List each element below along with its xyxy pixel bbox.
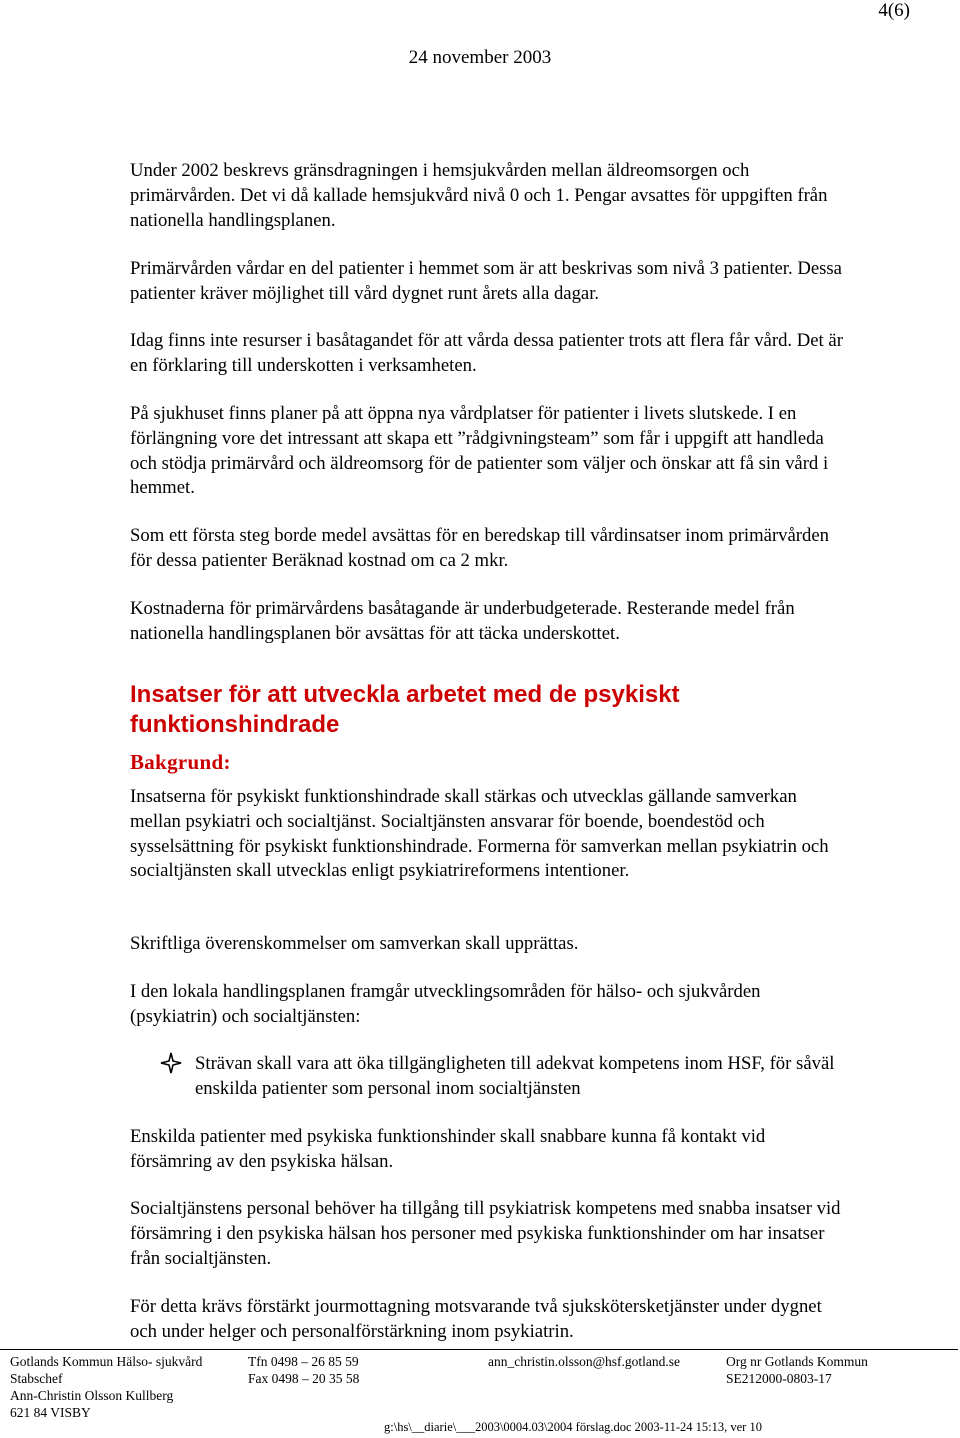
paragraph: Under 2002 beskrevs gränsdragningen i hemsjukvården mellan äldreomsorgen och primärvården. Det vi då kallade hemsjukvård nivå 0 och 1. Pengar avsattes för uppgiften från nationella handlingsplanen. bbox=[130, 160, 828, 231]
footer-email-link[interactable]: ann_christin.olsson@hsf.gotland.se bbox=[488, 1354, 681, 1369]
section-subheading: Bakgrund: bbox=[130, 750, 231, 774]
paragraph: Skriftliga överenskommelser om samverkan skall upprättas. bbox=[130, 933, 579, 954]
footer-orgnr-label: Org nr Gotlands Kommun bbox=[726, 1354, 868, 1369]
page-number: 4(6) bbox=[878, 0, 910, 21]
section-heading: Insatser för att utveckla arbetet med de psykiskt funktionshindrade bbox=[130, 681, 680, 738]
footer-phone: Tfn 0498 – 26 85 59 bbox=[248, 1354, 359, 1369]
footer-file-path: g:\hs\__diarie\___2003\0004.03\2004 förslag.doc 2003-11-24 15:13, ver 10 bbox=[384, 1420, 762, 1434]
paragraph: Som ett första steg borde medel avsättas för en beredskap till vårdinsatser inom primärvården för dessa patienter Beräknad kostnad om ca 2 mkr. bbox=[130, 525, 830, 571]
paragraph: Idag finns inte resurser i basåtagandet för att vårda dessa patienter trots att flera får vård. Det är en förklaring till underskotten i verksamheten. bbox=[130, 330, 843, 376]
footer-orgnr: SE212000-0803-17 bbox=[726, 1371, 832, 1386]
footer-fax: Fax 0498 – 20 35 58 bbox=[248, 1371, 360, 1386]
paragraph: På sjukhuset finns planer på att öppna nya vårdplatser för patienter i livets slutskede. I en förlängning vore det intressant att skapa ett ”rådgivningsteam” som får i uppgift att handleda och stödja primärvård och äldreomsorg för de patienter som väljer och önskar att få sin vård i hemmet. bbox=[130, 403, 829, 499]
footer-title: Stabschef bbox=[10, 1371, 63, 1386]
footer-address: 621 84 VISBY bbox=[10, 1405, 91, 1420]
paragraph: Socialtjänstens personal behöver ha tillgång till psykiatrisk kompetens med snabba insatser vid försämring i den psykiska hälsan hos personer med psykiska funktionshinder om har insatser från socialtjänsten. bbox=[130, 1198, 841, 1269]
paragraph: Kostnaderna för primärvårdens basåtagande är underbudgeterade. Resterande medel från nationella handlingsplanen bör avsättas för att täcka underskottet. bbox=[130, 598, 795, 644]
bullet-text: Strävan skall vara att öka tillgängligheten till adekvat kompetens inom HSF, för såväl enskilda patienter som personal inom socialtjänsten bbox=[195, 1053, 835, 1099]
paragraph: Insatserna för psykiskt funktionshindrade skall stärkas och utvecklas gällande samverkan mellan psykiatri och socialtjänst. Socialtjänsten ansvarar för boende, boendestöd och sysselsättning för psykiskt funktionshindrade. Formerna för samverkan mellan psykiatrin och socialtjänsten skall utvecklas enligt psykiatrireformens intentioner. bbox=[130, 786, 829, 882]
paragraph: I den lokala handlingsplanen framgår utvecklingsområden för hälso- och sjukvården (psykiatrin) och socialtjänsten: bbox=[130, 981, 761, 1027]
footer-rule bbox=[0, 1349, 958, 1350]
paragraph: För detta krävs förstärkt jourmottagning motsvarande två sjukskötersketjänster under dygnet och under helger och personalförstärkning inom psykiatrin. bbox=[130, 1296, 822, 1342]
paragraph: Primärvården vårdar en del patienter i hemmet som är att beskrivas som nivå 3 patienter. Dessa patienter kräver möjlighet till vård dygnet runt årets alla dagar. bbox=[130, 258, 842, 304]
footer-person: Ann-Christin Olsson Kullberg bbox=[10, 1388, 174, 1403]
paragraph: Enskilda patienter med psykiska funktionshinder skall snabbare kunna få kontakt vid försämring av den psykiska hälsan. bbox=[130, 1126, 766, 1172]
diamond-star-bullet-icon bbox=[160, 1052, 182, 1079]
footer-org-name: Gotlands Kommun Hälso- sjukvård bbox=[10, 1354, 203, 1369]
document-date: 24 november 2003 bbox=[408, 47, 552, 68]
